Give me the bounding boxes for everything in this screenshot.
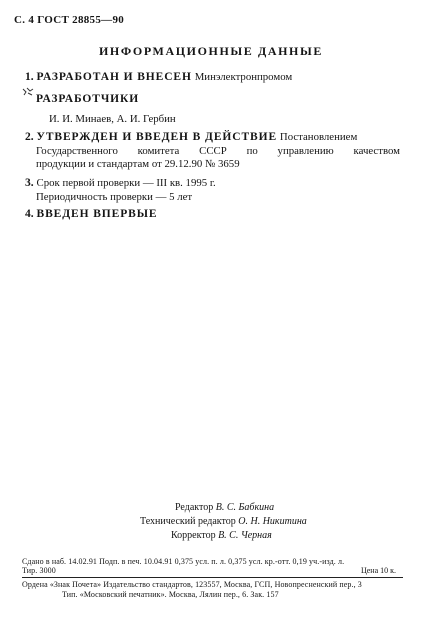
- page-header: С. 4 ГОСТ 28855—90: [14, 14, 125, 26]
- item-number: 4.: [25, 208, 34, 220]
- credit-name: О. Н. Никитина: [238, 516, 307, 527]
- imprint-line-4: Тип. «Московский печатник». Москва, Лялин пер., 6. Зак. 157: [62, 590, 279, 599]
- credit-corrector: [171, 530, 272, 541]
- credit-name: В. С. Бабкина: [215, 502, 275, 513]
- item-number: 3.: [25, 177, 34, 189]
- item-text: Постановлением: [279, 131, 358, 143]
- item-number: 1.: [25, 71, 34, 83]
- credit-role: Технический редактор: [140, 516, 236, 527]
- item-caption: РАЗРАБОТАН И ВНЕСЕН: [36, 71, 192, 83]
- item-text: Срок первой проверки — III кв. 1995 г.: [36, 177, 216, 189]
- item-2-line2: Государственного комитета СССР по управлению качеством: [36, 145, 400, 157]
- credit-editor: [175, 502, 274, 513]
- item-2: [25, 130, 357, 144]
- stamp-mark-icon: [22, 87, 34, 97]
- item-text: Минэлектронпромом: [194, 71, 293, 83]
- item-caption: ВВЕДЕН ВПЕРВЫЕ: [36, 208, 158, 220]
- credit-tech-editor: [140, 516, 307, 527]
- developers-names: И. И. Минаев, А. И. Гербин: [49, 113, 176, 125]
- credit-role: Корректор: [171, 530, 216, 541]
- price-label: Цена 10 к.: [360, 566, 396, 575]
- item-number: 2.: [25, 131, 34, 143]
- credit-role: Редактор: [175, 502, 214, 513]
- item-4: [25, 207, 157, 221]
- imprint-line-2: Тир. 3000: [22, 566, 56, 575]
- item-3: [25, 176, 216, 190]
- section-title: ИНФОРМАЦИОННЫЕ ДАННЫЕ: [99, 44, 323, 58]
- item-1: [25, 70, 292, 84]
- divider: [22, 577, 403, 578]
- item-caption: УТВЕРЖДЕН И ВВЕДЕН В ДЕЙСТВИЕ: [36, 131, 278, 143]
- item-2-line3: продукции и стандартам от 29.12.90 № 3659: [36, 158, 240, 170]
- imprint-line-3: Ордена «Знак Почета» Издательство стандартов, 123557, Москва, ГСП, Новопресненский пер., 3: [22, 580, 362, 589]
- item-caption: РАЗРАБОТЧИКИ: [36, 93, 140, 105]
- credit-name: В. С. Черная: [218, 530, 272, 541]
- imprint-line-1: Сдано в наб. 14.02.91 Подп. в печ. 10.04.91 0,375 усл. п. л. 0,375 усл. кр.-отт. 0,19 уч.-изд. л.: [22, 557, 345, 566]
- item-3-line2: Периодичность проверки — 5 лет: [36, 191, 193, 203]
- developers-caption: [36, 92, 139, 106]
